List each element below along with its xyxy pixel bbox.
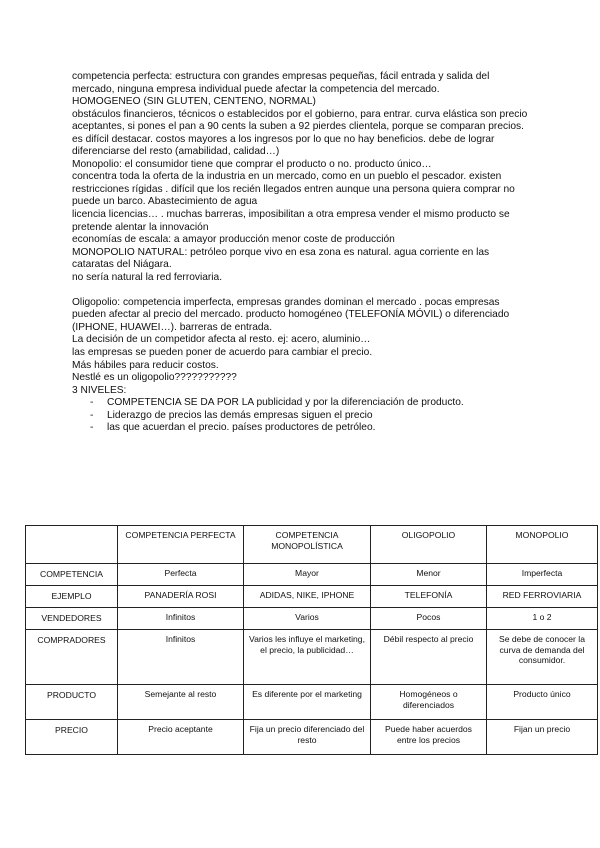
levels-list bbox=[72, 397, 532, 435]
notes-text bbox=[72, 71, 532, 435]
paragraph-niveles: 3 NIVELES: bbox=[72, 384, 127, 396]
table-cell: Menor bbox=[371, 564, 487, 586]
paragraph-red-ferroviaria: no sería natural la red ferroviaria. bbox=[72, 271, 223, 283]
table-cell: Fijan un precio bbox=[487, 720, 598, 755]
paragraph-acuerdo: las empresas se pueden poner de acuerdo para cambiar el precio. bbox=[72, 346, 373, 358]
table-cell: Se debe de conocer la curva de demanda del consumidor. bbox=[487, 630, 598, 685]
table-cell: Puede haber acuerdos entre los precios bbox=[371, 720, 487, 755]
table-row bbox=[26, 564, 598, 586]
table-cell: Homogéneos o diferenciados bbox=[371, 685, 487, 720]
table-cell: Precio aceptante bbox=[118, 720, 244, 755]
header-cell bbox=[26, 526, 118, 564]
level-item: - las que acuerdan el precio. países productores de petróleo. bbox=[72, 422, 532, 435]
paragraph-nestle: Nestlé es un oligopolio??????????? bbox=[72, 372, 237, 384]
table-cell: TELEFONÍA bbox=[371, 586, 487, 608]
table-row bbox=[26, 630, 598, 685]
table-cell: Imperfecta bbox=[487, 564, 598, 586]
row-label: PRODUCTO bbox=[26, 685, 118, 720]
paragraph-economias: economías de escala: a amayor producción menor coste de producción bbox=[72, 234, 395, 246]
row-label: PRECIO bbox=[26, 720, 118, 755]
header-cell: COMPETENCIA PERFECTA bbox=[118, 526, 244, 564]
table-cell: Varios les influye el marketing, el precio, la publicidad… bbox=[244, 630, 371, 685]
table-cell: Varios bbox=[244, 608, 371, 630]
table-cell: RED FERROVIARIA bbox=[487, 586, 598, 608]
paragraph-competencia-perfecta: competencia perfecta: estructura con grandes empresas pequeñas, fácil entrada y salida del mercado, ninguna empresa individual puede afectar la competencia del mercado. bbox=[72, 71, 490, 95]
table-cell: Fija un precio diferenciado del resto bbox=[244, 720, 371, 755]
table-cell: Es diferente por el marketing bbox=[244, 685, 371, 720]
paragraph-homogeneo: HOMOGENEO (SIN GLUTEN, CENTENO, NORMAL) bbox=[72, 96, 316, 108]
header-cell: COMPETENCIA MONOPOLÍSTICA bbox=[244, 526, 371, 564]
table-cell: PANADERÍA ROSI bbox=[118, 586, 244, 608]
table-cell: Débil respecto al precio bbox=[371, 630, 487, 685]
paragraph-oligopolio: Oligopolio: competencia imperfecta, empresas grandes dominan el mercado . pocas empresas pueden afectar al precio del mercado. producto homogéneo (TELEFONÍA MÓVIL) o diferenciado (IPHONE, HUAWEI…). barreras de entrada. bbox=[72, 296, 510, 333]
paragraph-obstaculos: obstáculos financieros, técnicos o establecidos por el gobierno, para entrar. curva elástica son precio aceptantes, si pones el pan a 90 cents la suben a 92 pierdes clientela, porque se comparan precios. es difícil destacar. costos mayores a los ingresos por lo que no hay beneficios. debe de lograr diferenciarse del resto (amabilidad, calidad…) bbox=[72, 108, 528, 158]
row-label: COMPETENCIA bbox=[26, 564, 118, 586]
row-label: COMPRADORES bbox=[26, 630, 118, 685]
table-cell: Mayor bbox=[244, 564, 371, 586]
header-cell: OLIGOPOLIO bbox=[371, 526, 487, 564]
table-row bbox=[26, 586, 598, 608]
comparison-table bbox=[25, 525, 598, 755]
table-cell: Semejante al resto bbox=[118, 685, 244, 720]
row-label: EJEMPLO bbox=[26, 586, 118, 608]
level-item: - Liderazgo de precios las demás empresas siguen el precio bbox=[72, 410, 532, 423]
table-row bbox=[26, 685, 598, 720]
paragraph-monopolio: Monopolio: el consumidor tiene que comprar el producto o no. producto único… bbox=[72, 158, 432, 170]
table-cell: Pocos bbox=[371, 608, 487, 630]
table-cell: Infinitos bbox=[118, 630, 244, 685]
level-item: - COMPETENCIA SE DA POR LA publicidad y por la diferenciación de producto. bbox=[72, 397, 532, 410]
paragraph-gap bbox=[72, 284, 532, 297]
table-header-row bbox=[26, 526, 598, 564]
table-row bbox=[26, 608, 598, 630]
table-cell: 1 o 2 bbox=[487, 608, 598, 630]
header-cell: MONOPOLIO bbox=[487, 526, 598, 564]
row-label: VENDEDORES bbox=[26, 608, 118, 630]
table-cell: ADIDAS, NIKE, IPHONE bbox=[244, 586, 371, 608]
paragraph-concentra: concentra toda la oferta de la industria en un mercado, como en un pueblo el pescador. existen restricciones rígidas . difícil que los recién llegados entren aunque una persona quiera comprar no puede un barco. Abastecimiento de agua bbox=[72, 171, 515, 208]
paragraph-decision: La decisión de un competidor afecta al resto. ej: acero, aluminio… bbox=[72, 334, 371, 346]
table-row bbox=[26, 720, 598, 755]
table-cell: Producto único bbox=[487, 685, 598, 720]
table-cell: Perfecta bbox=[118, 564, 244, 586]
paragraph-licencias: licencia licencias… . muchas barreras, imposibilitan a otra empresa vender el mismo producto se pretende alentar la innovación bbox=[72, 209, 510, 233]
table-cell: Infinitos bbox=[118, 608, 244, 630]
paragraph-monopolio-natural: MONOPOLIO NATURAL: petróleo porque vivo en esa zona es natural. agua corriente en las cataratas del Niágara. bbox=[72, 246, 490, 271]
paragraph-habiles: Más hábiles para reducir costos. bbox=[72, 359, 219, 371]
